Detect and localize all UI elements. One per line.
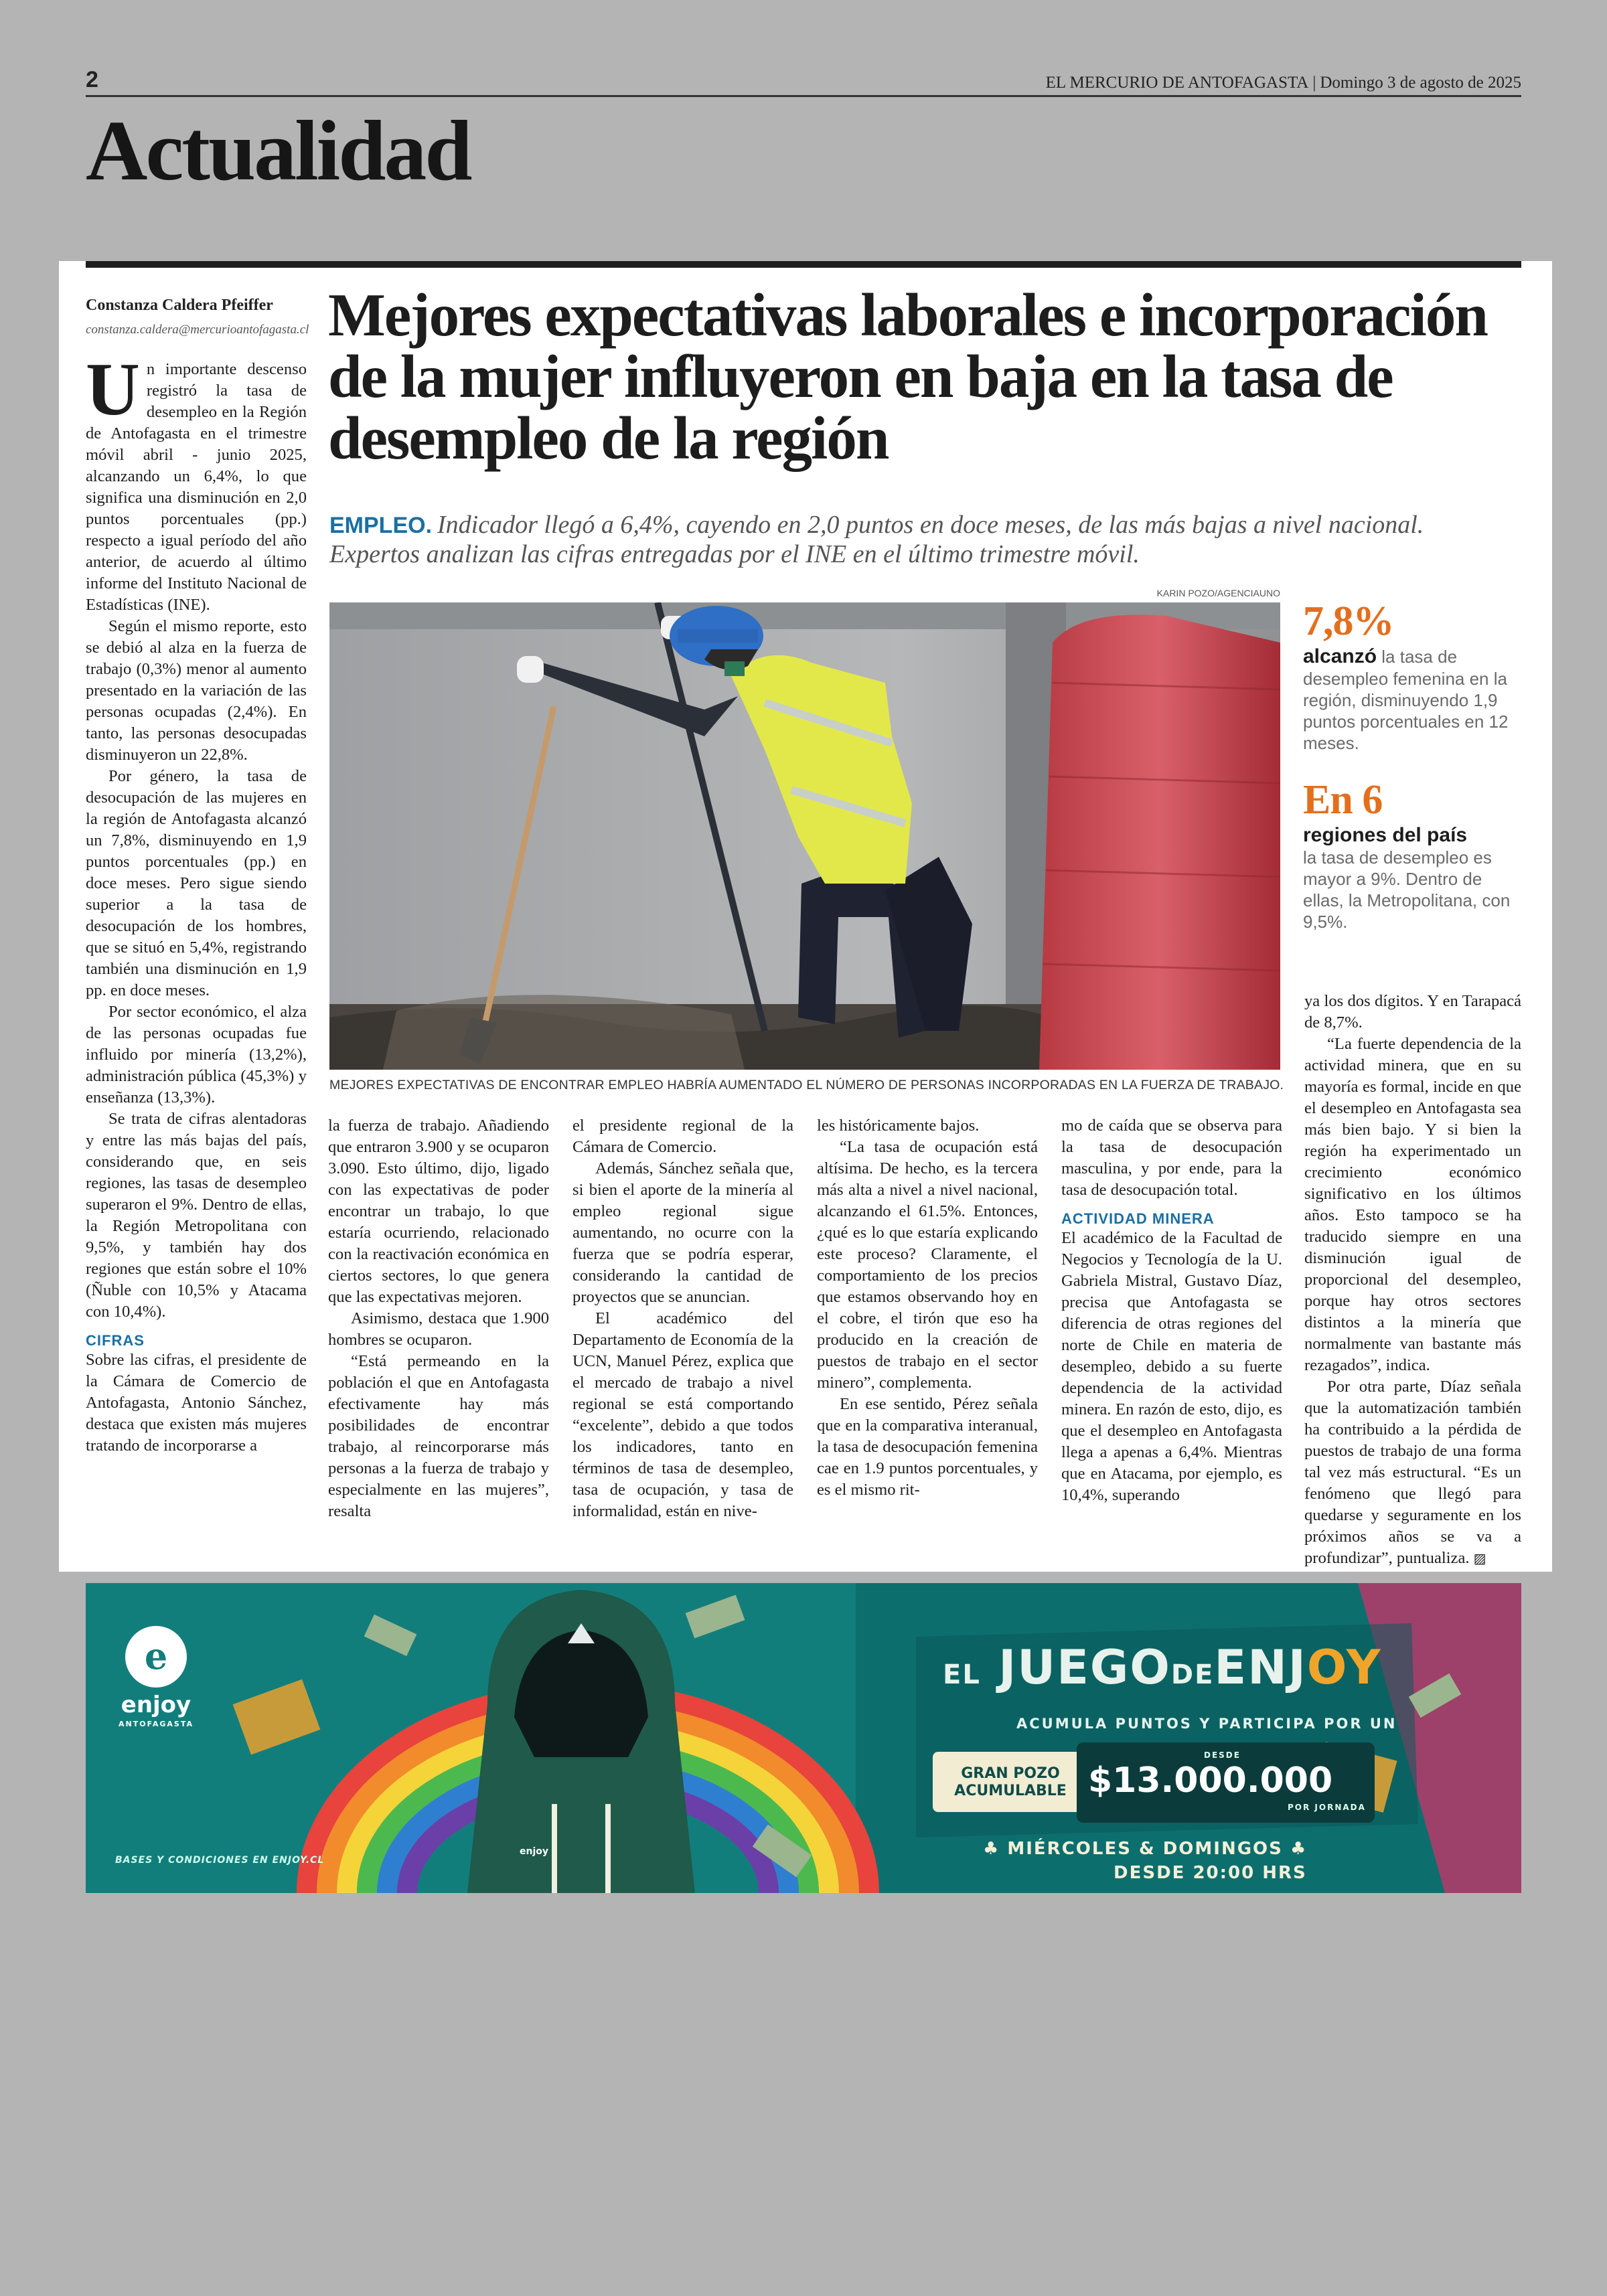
paragraph: la fuerza de trabajo. Añadiendo que entraron 3.900 y se ocuparon 3.090. Esto último, dijo, ligado con las expectativas de poder encontrar un trabajo, lo que estaría ocurriendo, relacionado con la reactivación económica en ciertos sectores, lo que genera que las expectativas mejoren. (328, 1117, 549, 1306)
stat-text: la tasa de desempleo es mayor a 9%. Dentro de ellas, la Metropolitana, con 9,5%. (1303, 847, 1511, 932)
paragraph: les históricamente bajos. (817, 1117, 980, 1135)
paragraph: Según el mismo reporte, esto se debió al alza en la fuerza de trabajo (0,3%) menor al aumento presentado en la variación de las personas ocupadas (2,4%). En tanto, las personas desocupadas disminuyeron un 22,8%. (86, 617, 307, 764)
club-icon: ♣ (1290, 1839, 1308, 1859)
author-name: Constanza Caldera Pfeiffer (86, 297, 273, 314)
jackpot-amount: $13.000.000 (1088, 1760, 1333, 1801)
jackpot-desde: DESDE (1204, 1750, 1241, 1760)
ad-title-el: EL (943, 1659, 981, 1690)
ad-title (943, 1640, 1382, 1695)
jackpot-per-day: POR JORNADA (1288, 1803, 1366, 1812)
body-column-4 (817, 1115, 1038, 1501)
photo-caption: MEJORES EXPECTATIVAS DE ENCONTRAR EMPLEO HABRÍA AUMENTADO EL NÚMERO DE PERSONAS INCORPORADAS EN LA FUERZA DE TRABAJO. (329, 1078, 1284, 1092)
subhead-actividad-minera: ACTIVIDAD MINERA (1061, 1210, 1215, 1227)
body-column-5 (1061, 1115, 1282, 1506)
paragraph: “Está permeando en la población el que en Antofagasta efectivamente hay más posibilidades de encontrar trabajo, al reincorporarse más personas a la fuerza de trabajo y especialmente en las mujeres”, resalta (328, 1352, 549, 1520)
paragraph: Sobre las cifras, el presidente de la Cámara de Comercio de Antofagasta, Antonio Sánchez, destaca que existen más mujeres tratando de incorporarse a (86, 1351, 307, 1455)
ad-days (983, 1839, 1307, 1859)
stat-description (1303, 645, 1524, 754)
hoodie-logo: enjoy (520, 1846, 549, 1857)
paragraph: “La fuerte dependencia de la actividad minera, que en su mayoría es formal, incide en que el desempleo en Antofagasta sea más bien bajo. Y si bien la región ha experimentado un crecimiento económico significativo en los últimos años. Esto tampoco se ha traducido siempre en una disminución igual de proporcional del desempleo, porque hay otros sectores distintos a la minería que normalmente van bastante más rezagados”, indica. (1304, 1035, 1521, 1374)
gran-pozo-badge: GRAN POZO ACUMULABLE (933, 1752, 1088, 1812)
body-column-3 (572, 1115, 793, 1522)
paragraph-text: Por otra parte, Díaz señala que la automatización también ha contribuido a la pérdida de puestos de trabajo de una forma tal vez más estructural. “Es un fenómeno que llegó para quedarse y seguramente en los próximos años se va a profundizar”, puntualiza. (1304, 1378, 1521, 1567)
ad-title-juego: JUEGO (998, 1640, 1171, 1695)
ad-days-text: MIÉRCOLES & DOMINGOS (1007, 1839, 1283, 1859)
ad-subtitle: ACUMULA PUNTOS Y PARTICIPA POR UN (1016, 1716, 1397, 1732)
paragraph: En ese sentido, Pérez señala que en la comparativa interanual, la tasa de desocupación femenina cae en 1.9 puntos porcentuales, y es el mismo rit- (817, 1395, 1038, 1499)
kicker: EMPLEO. (329, 513, 433, 538)
stat-lead: regiones del país (1303, 824, 1468, 846)
article-deck (329, 510, 1495, 569)
masthead (1046, 74, 1521, 92)
paragraph: Por género, la tasa de desocupación de las mujeres en la región de Antofagasta alcanzó un 7,8%, disminuyendo en 1,9 puntos porcentuales (pp.) en doce meses. Pero sigue siendo superior a la tasa de desocupación de los hombres, que se situó en 5,4%, registrando también una disminución en 1,9 pp. en doce meses. (86, 767, 307, 999)
club-icon: ♣ (983, 1839, 1000, 1859)
ad-title-enj: ENJ (1214, 1640, 1307, 1695)
section-title: Actualidad (86, 103, 471, 198)
svg-text:e: e (144, 1635, 168, 1677)
body-column-2 (328, 1115, 549, 1522)
article-photo (329, 602, 1280, 1070)
stat-text: la tasa de desempleo femenina en la región, disminuyendo 1,9 puntos porcentuales en 12 meses. (1303, 647, 1509, 753)
end-mark-icon: ▨ (1473, 1550, 1486, 1566)
paragraph: el presidente regional de la Cámara de Comercio. (572, 1117, 793, 1156)
enjoy-advertisement[interactable] (86, 1583, 1521, 1893)
paragraph: Asimismo, destaca que 1.900 hombres se ocuparon. (328, 1309, 549, 1349)
headline: Mejores expectativas laborales e incorporación de la mujer influyeron en baja en la tasa de desempleo de la región (328, 281, 1487, 472)
stat-block-regions (1303, 776, 1524, 932)
paragraph-text: n importante descenso registró la tasa de desempleo en la Región de Antofagasta en el trimestre móvil abril - junio 2025, alcanzando un 6,4%, lo que significa una disminución en 2,0 puntos porcentuales (pp.) respecto a igual período del año anterior, de acuerdo al último informe del Instituto Nacional de Estadísticas (INE). (86, 360, 307, 614)
article-top-rule (86, 261, 1521, 268)
enjoy-logo: enjoy (121, 1692, 192, 1718)
ad-hours: DESDE 20:00 HRS (1114, 1863, 1307, 1883)
enjoy-logo-location: ANTOFAGASTA (119, 1720, 194, 1728)
ad-title-oy: OY (1306, 1640, 1382, 1695)
subhead-cifras: CIFRAS (86, 1332, 145, 1349)
paragraph: “La tasa de ocupación está altísima. De hecho, es la tercera más alta a nivel a nivel nacional, alcanzando el 61.5%. Entonces, ¿qué es lo que estaría explicando este proceso? Claramente, el comportamiento de los precios que estamos observando hoy en el cobre, el tirón que eso ha producido en la creación de puestos de trabajo en el sector minero”, complementa. (817, 1138, 1038, 1392)
issue-date: Domingo 3 de agosto de 2025 (1320, 74, 1521, 92)
paragraph: ya los dos dígitos. Y en Tarapacá de 8,7%. (1304, 992, 1521, 1032)
stat-value: 7,8% (1303, 598, 1394, 644)
ad-legal-link[interactable]: BASES Y CONDICIONES EN ENJOY.CL (115, 1855, 325, 1866)
paragraph: El académico de la Facultad de Negocios y Tecnología de la U. Gabriela Mistral, Gustavo Díaz, precisa que Antofagasta se diferencia de otras regiones del norte de Chile en materia de desempleo, debido a su fuerte dependencia de la actividad minera. En razón de esto, dijo, es que el desempleo en Antofagasta llega a apenas a 6,4%. Mientras que en Atacama, por ejemplo, es 10,4%, superando (1061, 1229, 1282, 1504)
ad-title-de: DE (1170, 1659, 1215, 1690)
paragraph: Además, Sánchez señala que, si bien el aporte de la minería al empleo regional sigue aumentando, no ocurre con la fuerza que se podría esperar, considerando la cantidad de proyectos que se anuncian. (572, 1159, 793, 1306)
paragraph: El académico del Departamento de Economía de la UCN, Manuel Pérez, explica que el mercado de trabajo a nivel regional se está comportando “excelente”, debido a que todos los indicadores, tanto en términos de tasa de desempleo, tasa de ocupación, y tasa de informalidad, están en nive- (572, 1309, 793, 1520)
body-column-6 (1304, 991, 1521, 1569)
stat-lead: alcanzó (1303, 645, 1377, 667)
photo-credit: KARIN POZO/AGENCIAUNO (1156, 588, 1280, 598)
newspaper-name: EL MERCURIO DE ANTOFAGASTA (1045, 74, 1309, 92)
paragraph: mo de caída que se observa para la tasa de desocupación masculina, y por ende, para la tasa de desocupación total. (1061, 1117, 1282, 1199)
page-number: 2 (86, 67, 98, 92)
paragraph (86, 348, 307, 616)
deck-text: Indicador llegó a 6,4%, cayendo en 2,0 puntos en doce meses, de las más bajas a nivel nacional. Expertos analizan las cifras entregadas por el INE en el último trimestre móvil. (329, 511, 1424, 568)
stat-value: En 6 (1303, 777, 1383, 823)
author-email[interactable]: constanza.caldera@mercurioantofagasta.cl (86, 323, 309, 337)
masthead-divider: | (1312, 74, 1316, 92)
drop-cap: U (86, 348, 140, 431)
paragraph: Se trata de cifras alentadoras y entre las más bajas del país, considerando que, en seis regiones, las tasas de desempleo superaron el 9%. Dentro de ellas, la Región Metropolitana con 9,5%, y también hay dos regiones que están sobre el 10% (Ñuble con 10,5% y Atacama con 10,4%). (86, 1110, 307, 1321)
header-rule (86, 95, 1521, 97)
stat-block-female-rate (1303, 598, 1524, 754)
worker-photo-illustration (329, 602, 1280, 1070)
body-column-1 (86, 348, 307, 1457)
paragraph (1304, 1376, 1521, 1569)
paragraph: Por sector económico, el alza de las personas ocupadas fue influido por minería (13,2%), administración pública (45,3%) y enseñanza (13,3%). (86, 1003, 307, 1106)
